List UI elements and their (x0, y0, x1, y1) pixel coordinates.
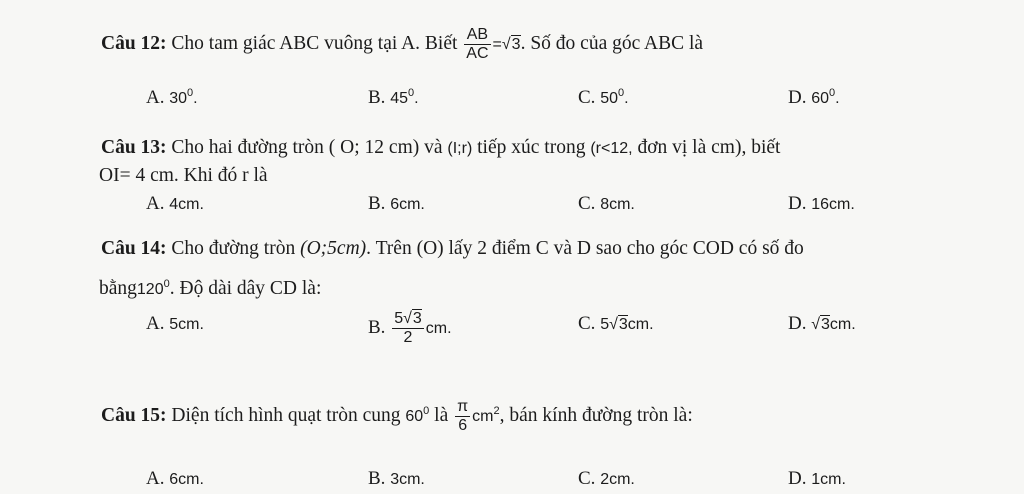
question-14: Câu 14: Cho đường tròn (O;5cm). Trên (O) lấy 2 điểm C và D sao cho góc COD có số đo (101, 238, 804, 259)
q13-option-c[interactable]: C. 8cm. (578, 193, 635, 214)
question-12-text-before: Cho tam giác ABC vuông tại A. Biết (166, 32, 463, 54)
q14-option-a[interactable]: A. 5cm. (146, 313, 204, 334)
q15-option-c[interactable]: C. 2cm. (578, 468, 635, 489)
question-13-label: Câu 13: (101, 137, 167, 158)
question-15: Câu 15: Diện tích hình quạt tròn cung $60^0$ là $\frac{\pi}{6}$ $cm^2$, bán kính đường tròn là: (101, 398, 693, 434)
q14-option-b[interactable]: B. $\frac{5√3}{2}$ cm. (368, 310, 452, 346)
q12-option-b[interactable]: B. $45^0$. (368, 87, 419, 108)
q15-option-b[interactable]: B. 3cm. (368, 468, 425, 489)
condition-r: (r<12, (590, 140, 633, 157)
circle-o-5cm: (O;5cm) (300, 238, 367, 259)
q13-option-d[interactable]: D. 16cm. (788, 193, 855, 214)
q12-option-c[interactable]: C. $50^0$. (578, 87, 629, 108)
q13-option-a[interactable]: A. 4cm. (146, 193, 204, 214)
ratio-ab-ac: $\frac{AB}{AC}$ (466, 26, 489, 62)
question-12-label: Câu 12: (101, 32, 167, 54)
q15-option-d[interactable]: D. 1cm. (788, 468, 846, 489)
q14-option-c[interactable]: C. 5√3cm. (578, 313, 654, 334)
circle-i-r: (I;r) (447, 140, 473, 157)
q15-option-a[interactable]: A. 6cm. (146, 468, 204, 489)
q14-option-d[interactable]: D. √3cm. (788, 313, 856, 334)
question-13-line-2: OI= 4 cm. Khi đó r là (99, 165, 268, 186)
fraction-pi-6: $\frac{\pi}{6}$ (457, 398, 469, 434)
q12-option-a[interactable]: A. $30^0$. (146, 87, 198, 108)
question-13: Câu 13: Cho hai đường tròn ( O; 12 cm) và (I;r) tiếp xúc trong (r<12, đơn vị là cm), biết (101, 137, 781, 158)
question-14-line-2: $bằng120^0$. Độ dài dây CD là: (99, 278, 322, 299)
question-12: Câu 12: Cho tam giác ABC vuông tại A. Biết $\frac{AB}{AC}$ =√3. Số đo của góc ABC là (101, 26, 704, 62)
q13-option-b[interactable]: B. 6cm. (368, 193, 425, 214)
question-12-text-after: . Số đo của góc ABC là (520, 32, 704, 54)
question-15-label: Câu 15: (101, 404, 167, 426)
question-14-label: Câu 14: (101, 238, 167, 259)
q12-option-d[interactable]: D. $60^0$. (788, 87, 840, 108)
